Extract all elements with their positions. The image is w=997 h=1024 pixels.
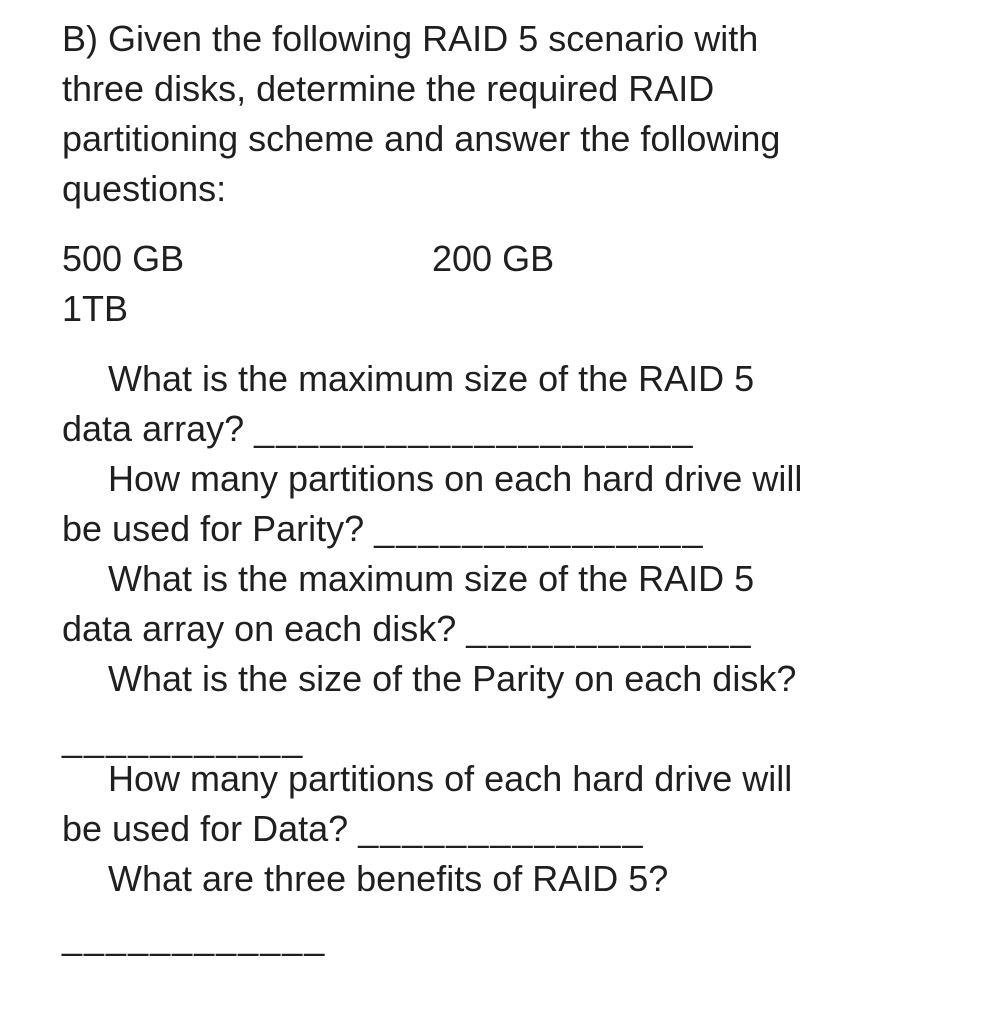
cut-off-glyph xyxy=(36,1010,76,1024)
question-5-text: be used for Data? xyxy=(62,808,349,849)
intro-line-4: questions: xyxy=(62,168,227,209)
disk-size-3: 1TB xyxy=(62,288,129,329)
question-5-line-1: How many partitions of each hard drive will xyxy=(108,758,793,799)
question-1-line-2 xyxy=(62,404,695,454)
question-3-text: data array on each disk? xyxy=(62,608,457,649)
question-1-answer-blank[interactable]: ____________________ xyxy=(254,408,695,449)
question-6-answer-line xyxy=(62,912,326,962)
problem-statement xyxy=(62,14,942,214)
intro-line-3: partitioning scheme and answer the following xyxy=(62,118,781,159)
disk-size-2: 200 GB xyxy=(432,238,555,279)
question-2-text: be used for Parity? xyxy=(62,508,365,549)
question-4-line-1: What is the size of the Parity on each disk? xyxy=(108,658,797,699)
disk-size-1: 500 GB xyxy=(62,238,185,279)
question-2-line-2 xyxy=(62,504,705,554)
question-3-answer-blank[interactable]: _____________ xyxy=(466,608,753,649)
intro-line-2: three disks, determine the required RAID xyxy=(62,68,715,109)
question-1-line-1: What is the maximum size of the RAID 5 xyxy=(108,358,755,399)
question-2-line-1: How many partitions on each hard drive will xyxy=(108,458,803,499)
question-1-text: data array? xyxy=(62,408,245,449)
question-5-line-2 xyxy=(62,804,645,854)
question-6-answer-blank[interactable]: ____________ xyxy=(62,916,327,957)
question-4-answer-blank[interactable]: ___________ xyxy=(62,718,305,759)
question-3-line-1: What is the maximum size of the RAID 5 xyxy=(108,558,755,599)
question-5-answer-blank[interactable]: _____________ xyxy=(358,808,645,849)
intro-line-1: B) Given the following RAID 5 scenario with xyxy=(62,18,759,59)
question-6-line-1: What are three benefits of RAID 5? xyxy=(108,858,669,899)
question-3-line-2 xyxy=(62,604,753,654)
question-2-answer-blank[interactable]: _______________ xyxy=(374,508,705,549)
